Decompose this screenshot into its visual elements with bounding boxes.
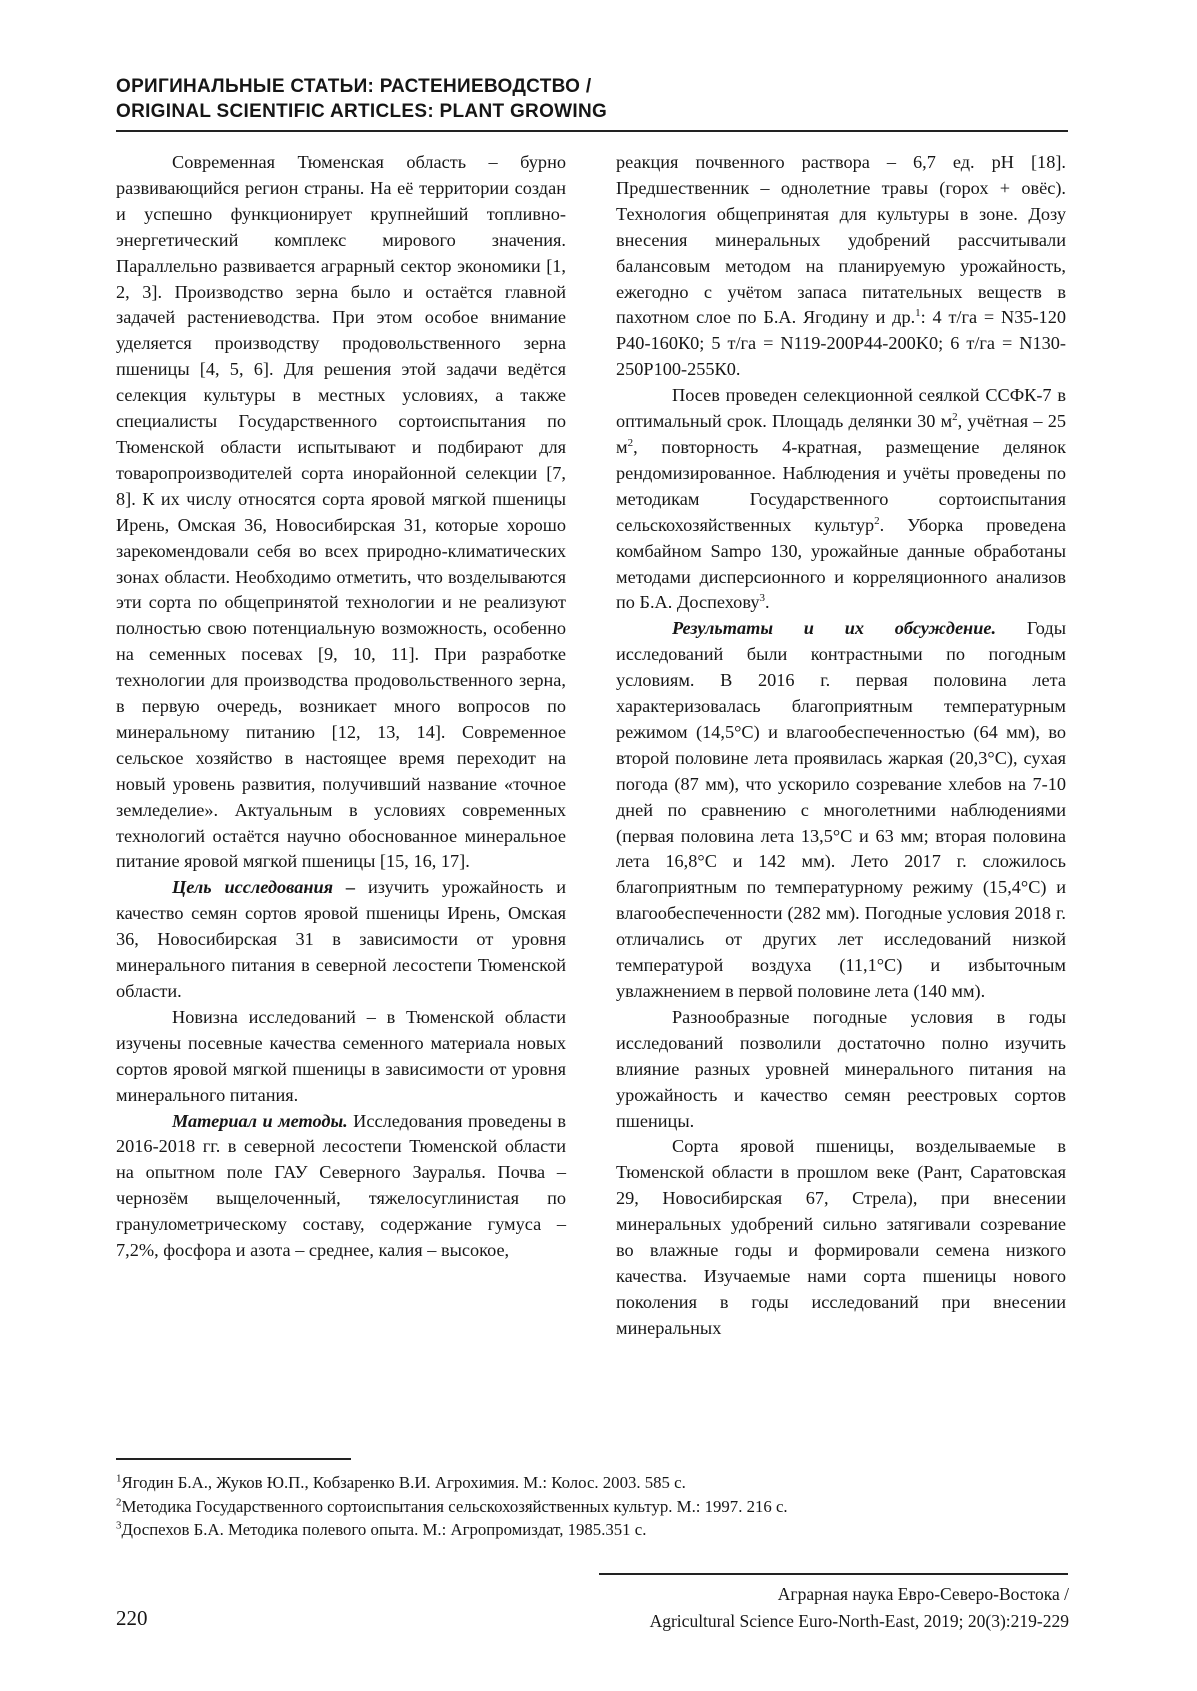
journal-volume: Agricultural Science Euro-North-East, 2019; 20(3):219-229 — [649, 1611, 1069, 1631]
header-divider — [116, 130, 1068, 132]
sowing-text-b: , учётная – 25 м — [616, 411, 1066, 457]
sowing-text-d: . Уборка проведена комбайном Sampo 130, урожайные данные обработаны методами дисперсионного и корреляционного анализов по Б.А. Доспехову — [616, 514, 1066, 613]
header-line-ru: ОРИГИНАЛЬНЫЕ СТАТЬИ: РАСТЕНИЕВОДСТВО / — [116, 76, 592, 97]
footnote-divider — [116, 1458, 351, 1460]
footnote-number: 1 — [116, 1472, 122, 1485]
left-column — [116, 150, 566, 1264]
varieties-paragraph: Сорта яровой пшеницы, возделываемые в Тюменской области в прошлом веке (Рант, Саратовская 29, Новосибирская 67, Стрела), при внесении минеральных удобрений сильно затягивали созревание во влажные годы и формировали семена низкого качества. Изучаемые нами сорта пшеницы нового поколения в годы исследований при внесении минеральных — [616, 1136, 1066, 1338]
header-line-en: ORIGINAL SCIENTIFIC ARTICLES: PLANT GROWING — [116, 101, 608, 122]
footer-divider — [599, 1573, 1068, 1575]
sowing-text-a: Посев проведен селекционной сеялкой ССФК-7 в оптимальный срок. Площадь делянки 30 м — [616, 385, 1066, 432]
footnote-item — [116, 1518, 1068, 1542]
footnote-ref-1: 1 — [915, 307, 921, 320]
footnote-ref-2: 2 — [874, 514, 880, 527]
methods-text: Исследования проведены в 2016-2018 гг. в северной лесостепи Тюменской области на опытном поле ГАУ Северного Зауралья. Почва – чернозём выщелоченный, тяжелосуглинистая по гранулометрическому составу, содержание гумуса – 7,2%, фосфора и азота – среднее, калия – высокое, — [116, 1110, 567, 1261]
footnotes — [116, 1471, 1068, 1542]
aim-paragraph — [116, 875, 566, 1005]
superscript-square-2: 2 — [627, 436, 634, 449]
weather-paragraph: Разнообразные погодные условия в годы исследований позволили достаточно полно изучить влияние разных уровней минерального питания на урожайность и качество семян реестровых сортов пшеницы. — [616, 1006, 1066, 1131]
aim-heading: Цель исследования – — [172, 877, 356, 898]
intro-paragraph: Современная Тюменская область – бурно развивающийся регион страны. На её территории создан и успешно функционирует крупнейший топливно-энергетический комплекс мирового значения. Параллельно развивается аграрный сектор экономики [1, 2, 3]. Производство зерна было и остаётся главной задачей растениеводства. При этом особое внимание уделяется производству продовольственного зерна пшеницы [4, 5, 6]. Для решения этой задачи ведётся селекция культуры в местных условиях, а также специалисты Государственного сортоиспытания по Тюменской области испытывают и подбирают для товаропроизводителей сорта инорайонной селекции [7, 8]. К их числу относятся сорта яровой мягкой пшеницы Ирень, Омская 36, Новосибирская 31, которые хорошо зарекомендовали себя во всех природно-климатических зонах области. Необходимо отметить, что возделываются эти сорта по общепринятой технологии и не реализуют полностью свою потенциальную возможность, особенно на семенных посевах [9, 10, 11]. При разработке технологии для производства продовольственного зерна, в первую очередь, возникает много вопросов по минеральному питанию [12, 13, 14]. Современное сельское хозяйство в настоящее время переходит на новый уровень развития, получивший название «точное земледелие». Актуальным в условиях современных технологий остаётся научно обоснованное минеральное питание яровой мягкой пшеницы [15, 16, 17]. — [116, 152, 566, 872]
footnote-text: Ягодин Б.А., Жуков Ю.П., Кобзаренко В.И. Агрохимия. М.: Колос. 2003. 585 с. — [121, 1473, 686, 1492]
page-number: 220 — [116, 1606, 148, 1630]
footnote-text: Доспехов Б.А. Методика полевого опыта. М.: Агропромиздат, 1985.351 с. — [121, 1520, 647, 1539]
superscript-square-1: 2 — [952, 410, 958, 423]
journal-citation — [650, 1581, 1069, 1635]
footnote-ref-3: 3 — [759, 592, 765, 605]
novelty-paragraph: Новизна исследований – в Тюменской области изучены посевные качества семенного материала новых сортов яровой мягкой пшеницы в зависимости от уровня минерального питания. — [116, 1006, 566, 1105]
soil-text-b: : 4 т/га = N35-120 Р40-160К0; 5 т/га = N119-200P44-200K0; 6 т/га = N130-250Р100-255К0. — [616, 307, 1066, 380]
footnote-text: Методика Государственного сортоиспытания сельскохозяйственных культур. М.: 1997. 216 с. — [121, 1496, 788, 1516]
sowing-text-e: . — [764, 592, 770, 613]
footnote-item — [116, 1471, 1068, 1495]
aim-text: изучить урожайность и качество семян сортов яровой пшеницы Ирень, Омская 36, Новосибирская 31 в зависимости от уровня минерального питания в северной лесостепи Тюменской области. — [116, 877, 566, 1001]
results-paragraph — [616, 616, 1066, 1005]
journal-section-header — [116, 74, 1068, 124]
methods-heading: Материал и методы. — [172, 1110, 348, 1131]
sowing-text-c: , повторность 4-кратная, размещение делянок рендомизированное. Наблюдения и учёты проведены по методикам Государственного сортоиспытания сельскохозяйственных культур — [616, 436, 1066, 535]
right-column — [616, 150, 1066, 1342]
soil-paragraph — [616, 150, 1066, 383]
methods-paragraph — [116, 1109, 566, 1264]
results-heading: Результаты и их обсуждение. — [672, 618, 997, 639]
footnote-number: 2 — [116, 1495, 122, 1508]
footnote-number: 3 — [116, 1519, 122, 1532]
journal-name: Аграрная наука Евро-Северо-Востока / — [777, 1584, 1069, 1604]
results-text: Годы исследований были контрастными по погодным условиям. В 2016 г. первая половина лета характеризовалась благоприятным температурным режимом (14,5°С) и влагообеспеченностью (64 мм), во второй половине лета проявилась жаркая (20,3°С), сухая погода (87 мм), что ускорило созревание хлебов на 7-10 дней по сравнению с многолетними наблюдениями (первая половина лета 13,5°С и 63 мм; вторая половина лета 16,8°С и 142 мм). Лето 2017 г. сложилось благоприятным по температурному режиму (15,4°С) и влагообеспеченности (282 мм). Погодные условия 2018 г. отличались от других лет исследований низкой температурой воздуха (11,1°С) и избыточным увлажнением в первой половине лета (140 мм). — [616, 618, 1066, 1001]
footnote-item — [116, 1495, 1068, 1519]
sowing-paragraph — [616, 383, 1066, 616]
soil-text-a: реакция почвенного раствора – 6,7 ед. рН [18]. Предшественник – однолетние травы (горох + овёс). Технология общепринятая для культуры в зоне. Дозу внесения минеральных удобрений рассчитывали балансовым методом на планируемую урожайность, ежегодно с учётом запаса питательных веществ в пахотном слое по Б.А. Ягодину и др. — [616, 152, 1066, 328]
